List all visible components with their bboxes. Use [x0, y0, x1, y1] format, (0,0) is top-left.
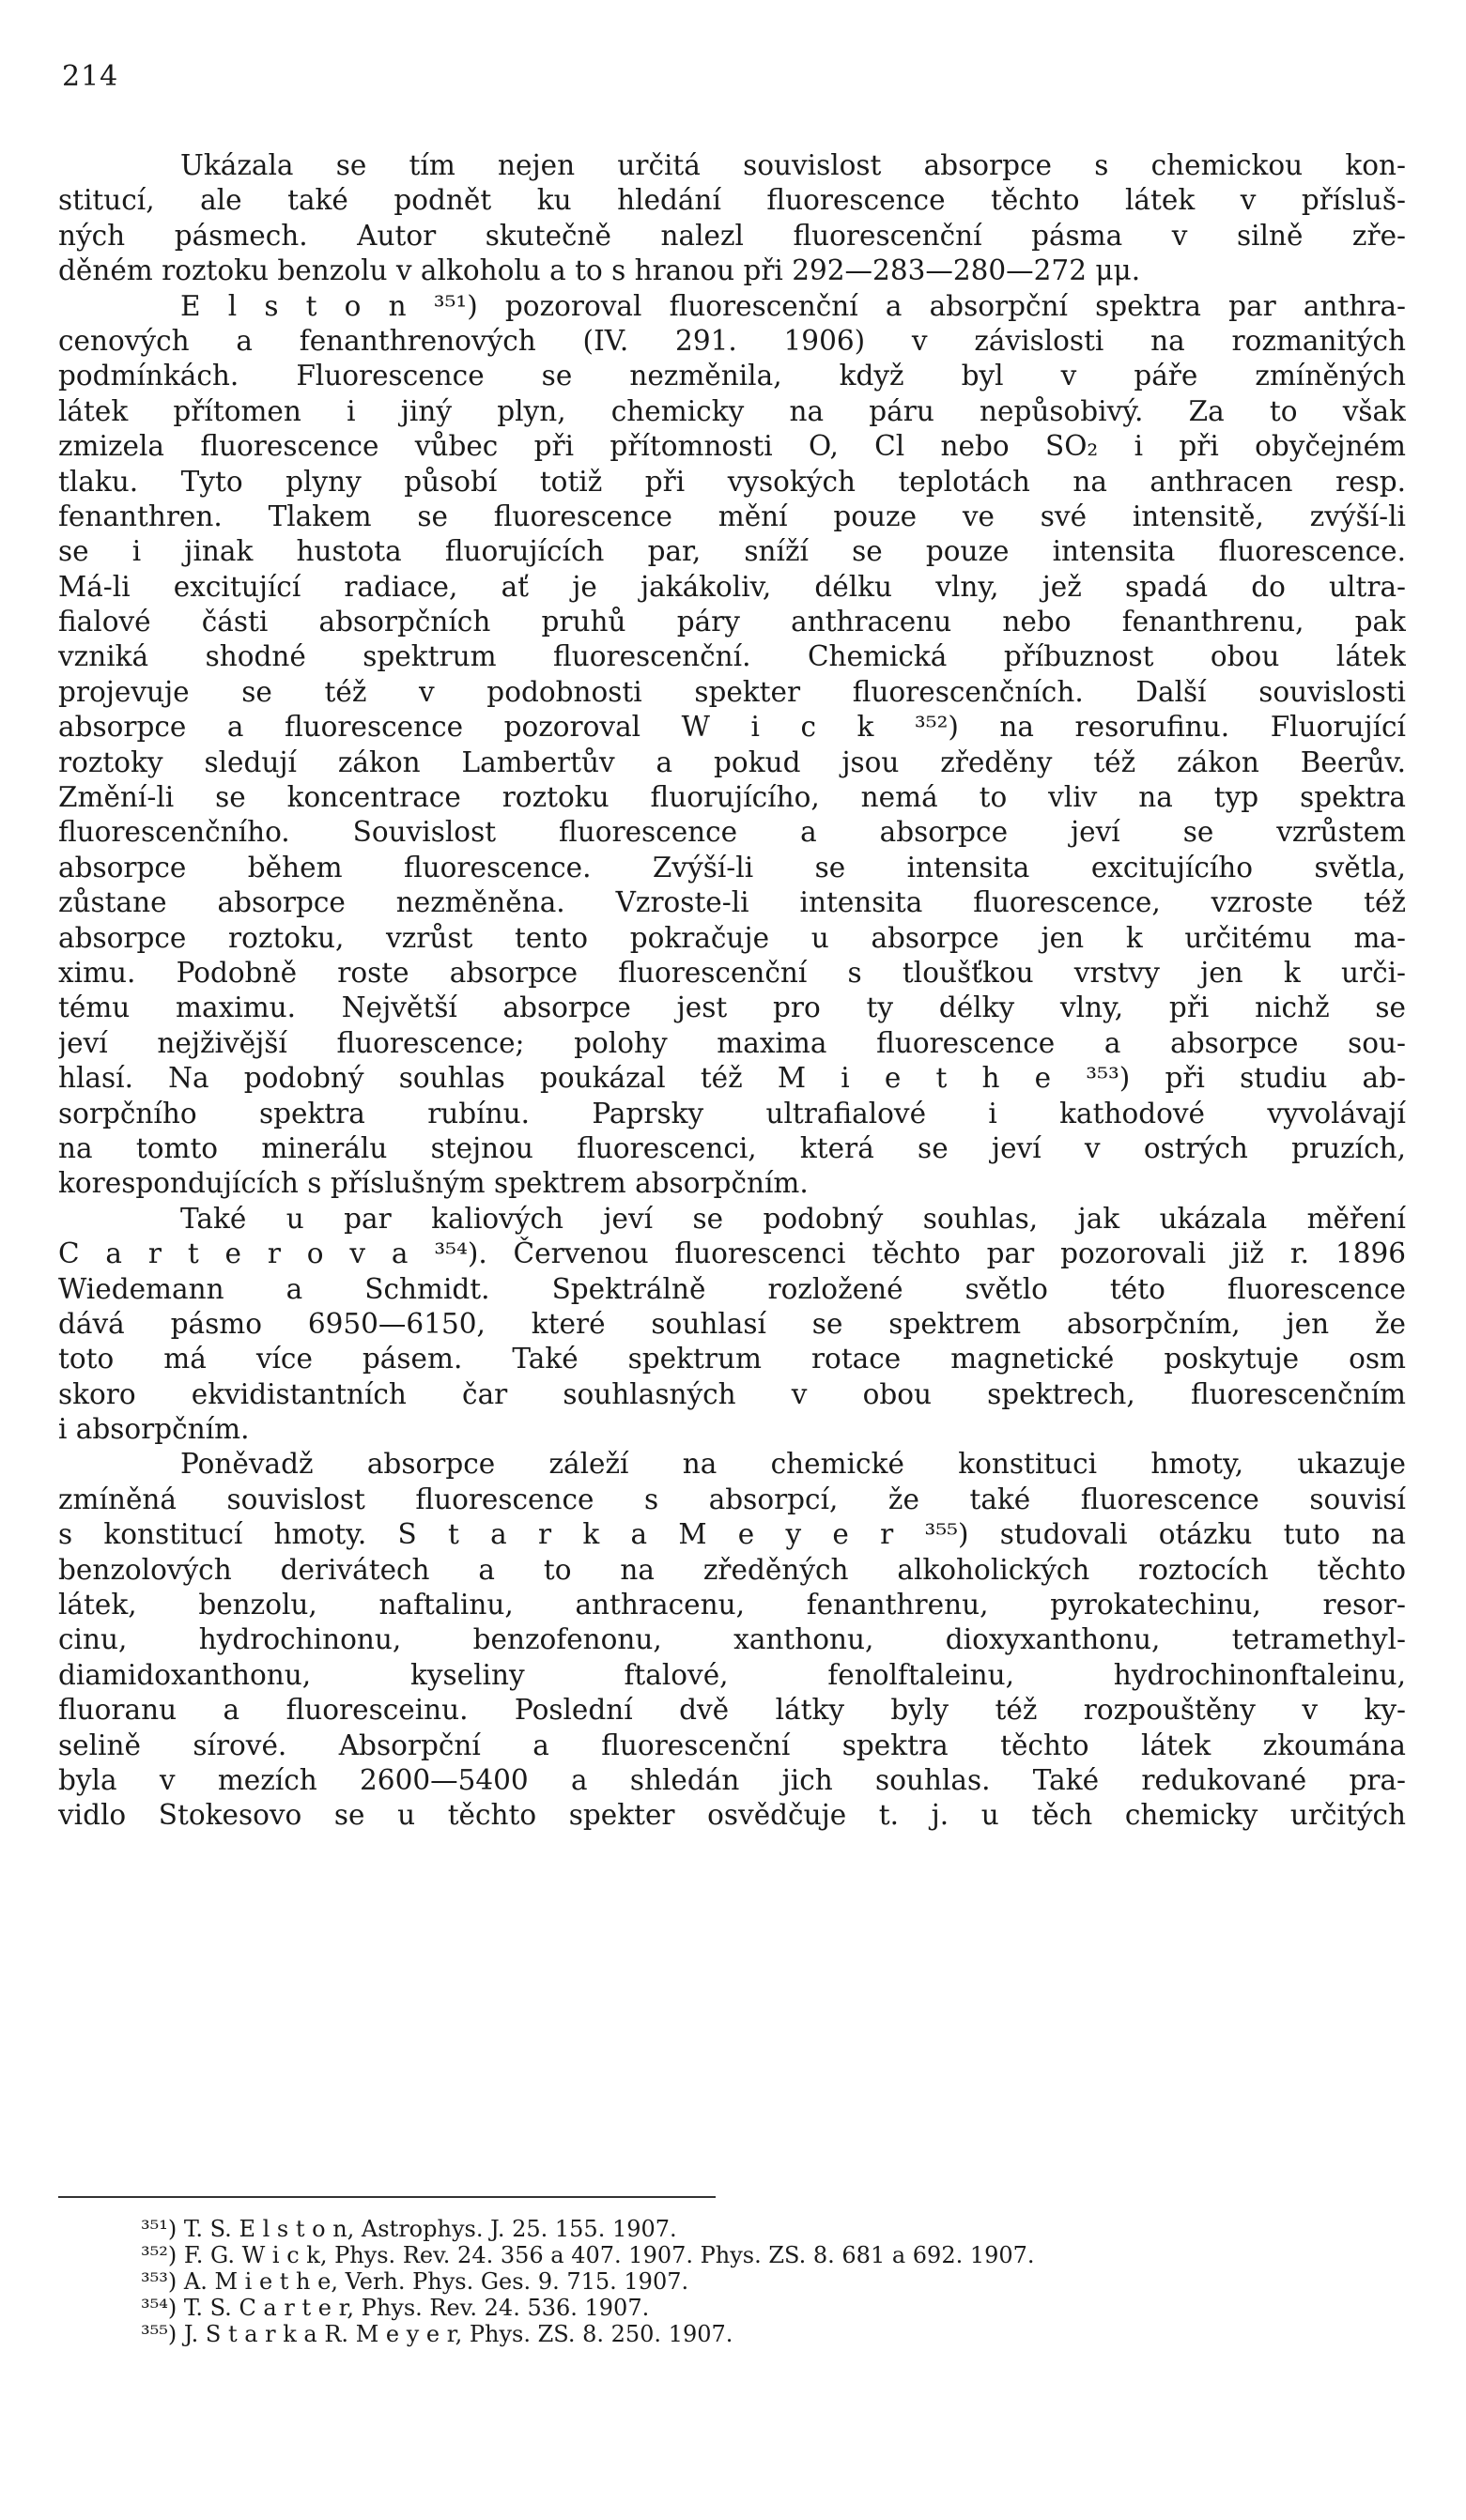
text-line: sorpčního spektra rubínu. Paprsky ultrafialové i kathodové vyvolávají	[58, 1097, 1406, 1129]
text-line: tému maximu. Největší absorpce jest pro ty délky vlny, při nichž se	[58, 991, 1406, 1024]
text-line: absorpce a fluorescence pozoroval W i c k ³⁵²) na resorufinu. Fluorující	[58, 711, 1406, 744]
text-line: fenanthren. Tlakem se fluorescence mění pouze ve své intensitě, zvýší-li	[58, 499, 1406, 532]
text-line: benzolových derivátech a to na zředěných alkoholických roztocích těchto	[58, 1553, 1406, 1586]
text-line: fialové části absorpčních pruhů páry anthracenu nebo fenanthrenu, pak	[58, 606, 1406, 638]
text-line: jeví nejživější fluorescence; polohy maxima fluorescence a absorpce sou-	[58, 1026, 1406, 1059]
text-line: korespondujících s příslušným spektrem absorpčním.	[58, 1167, 809, 1200]
text-line: děném roztoku benzolu v alkoholu a to s hranou při 292—283—280—272 μμ.	[58, 254, 1141, 287]
text-line: ných pásmech. Autor skutečně nalezl fluorescenční pásma v silně zře-	[58, 219, 1406, 252]
text-line: látek přítomen i jiný plyn, chemicky na páru nepůsobivý. Za to však	[58, 394, 1406, 427]
text-line: roztoky sledují zákon Lambertův a pokud jsou zředěny též zákon Beerův.	[58, 745, 1406, 778]
text-line: podmínkách. Fluorescence se nezměnila, když byl v páře zmíněných	[58, 360, 1406, 392]
text-line: zůstane absorpce nezměněna. Vzroste-li intensita fluorescence, vzroste též	[58, 886, 1406, 919]
text-line: Poněvadž absorpce záleží na chemické konstituci hmoty, ukazuje	[180, 1448, 1406, 1481]
footnote: ³⁵²) F. G. W i c k, Phys. Rev. 24. 356 a 407. 1907. Phys. ZS. 8. 681 a 692. 1907.	[141, 2242, 1035, 2268]
text-line: diamidoxanthonu, kyseliny ftalové, fenolftaleinu, hydrochinonftaleinu,	[58, 1658, 1406, 1691]
text-line: stitucí, ale také podnět ku hledání fluorescence těchto látek v přísluš-	[58, 184, 1406, 217]
text-line: s konstitucí hmoty. S t a r k a M e y e r ³⁵⁵) studovali otázku tuto na	[58, 1518, 1406, 1551]
text-line: vzniká shodné spektrum fluorescenční. Chemická příbuznost obou látek	[58, 640, 1406, 673]
text-line: cinu, hydrochinonu, benzofenonu, xanthonu, dioxyxanthonu, tetramethyl-	[58, 1623, 1406, 1656]
text-line: na tomto minerálu stejnou fluorescenci, která se jeví v ostrých pruzích,	[58, 1131, 1406, 1164]
text-line: C a r t e r o v a ³⁵⁴). Červenou fluorescenci těchto par pozorovali již r. 1896	[58, 1237, 1406, 1270]
text-line: zmizela fluorescence vůbec při přítomnosti O, Cl nebo SO₂ i při obyčejném	[58, 430, 1406, 463]
footnote-rule	[58, 2196, 716, 2198]
page-number: 214	[62, 60, 119, 93]
text-line: byla v mezích 2600—5400 a shledán jich souhlas. Také redukované pra-	[58, 1763, 1406, 1796]
text-line: selině sírové. Absorpční a fluorescenční spektra těchto látek zkoumána	[58, 1729, 1406, 1761]
text-line: Má-li excitující radiace, ať je jakákoliv, délku vlny, jež spadá do ultra-	[58, 570, 1406, 603]
text-line: cenových a fenanthrenových (IV. 291. 1906) v závislosti na rozmanitých	[58, 324, 1406, 357]
body-text	[58, 148, 1406, 1834]
text-line: zmíněná souvislost fluorescence s absorpcí, že také fluorescence souvisí	[58, 1483, 1406, 1515]
text-line: E l s t o n ³⁵¹) pozoroval fluorescenční a absorpční spektra par anthra-	[180, 289, 1406, 322]
footnote: ³⁵¹) T. S. E l s t o n, Astrophys. J. 25. 155. 1907.	[141, 2216, 677, 2242]
text-line: absorpce během fluorescence. Zvýší-li se intensita excitujícího světla,	[58, 851, 1406, 884]
text-line: tlaku. Tyto plyny působí totiž při vysokých teplotách na anthracen resp.	[58, 465, 1406, 498]
footnote: ³⁵⁵) J. S t a r k a R. M e y e r, Phys. ZS. 8. 250. 1907.	[141, 2321, 733, 2347]
text-line: ximu. Podobně roste absorpce fluorescenční s tloušťkou vrstvy jen k urči-	[58, 956, 1406, 989]
footnote: ³⁵³) A. M i e t h e, Verh. Phys. Ges. 9. 715. 1907.	[141, 2268, 689, 2295]
text-line: i absorpčním.	[58, 1413, 250, 1446]
text-line: skoro ekvidistantních čar souhlasných v obou spektrech, fluorescenčním	[58, 1377, 1406, 1410]
footnote: ³⁵⁴) T. S. C a r t e r, Phys. Rev. 24. 536. 1907.	[141, 2295, 650, 2321]
text-line: hlasí. Na podobný souhlas poukázal též M i e t h e ³⁵³) při studiu ab-	[58, 1062, 1406, 1095]
text-line: fluorescenčního. Souvislost fluorescence a absorpce jeví se vzrůstem	[58, 816, 1406, 849]
footnotes	[141, 2216, 1399, 2347]
text-line: Také u par kaliových jeví se podobný souhlas, jak ukázala měření	[180, 1202, 1406, 1235]
text-line: projevuje se též v podobnosti spekter fluorescenčních. Další souvislosti	[58, 675, 1406, 708]
text-line: Ukázala se tím nejen určitá souvislost absorpce s chemickou kon-	[180, 149, 1406, 181]
text-line: Změní-li se koncentrace roztoku fluorujícího, nemá to vliv na typ spektra	[58, 781, 1406, 814]
text-line: se i jinak hustota fluorujících par, sníží se pouze intensita fluorescence.	[58, 535, 1406, 568]
text-line: absorpce roztoku, vzrůst tento pokračuje u absorpce jen k určitému ma-	[58, 921, 1406, 954]
text-line: toto má více pásem. Také spektrum rotace magnetické poskytuje osm	[58, 1343, 1406, 1375]
text-line: dává pásmo 6950—6150, které souhlasí se spektrem absorpčním, jen že	[58, 1307, 1406, 1340]
text-line: vidlo Stokesovo se u těchto spekter osvědčuje t. j. u těch chemicky určitých	[58, 1799, 1406, 1832]
text-line: látek, benzolu, naftalinu, anthracenu, fenanthrenu, pyrokatechinu, resor-	[58, 1589, 1406, 1621]
text-line: fluoranu a fluoresceinu. Poslední dvě látky byly též rozpouštěny v ky-	[58, 1694, 1406, 1727]
text-line: Wiedemann a Schmidt. Spektrálně rozložené světlo této fluorescence	[58, 1272, 1406, 1305]
